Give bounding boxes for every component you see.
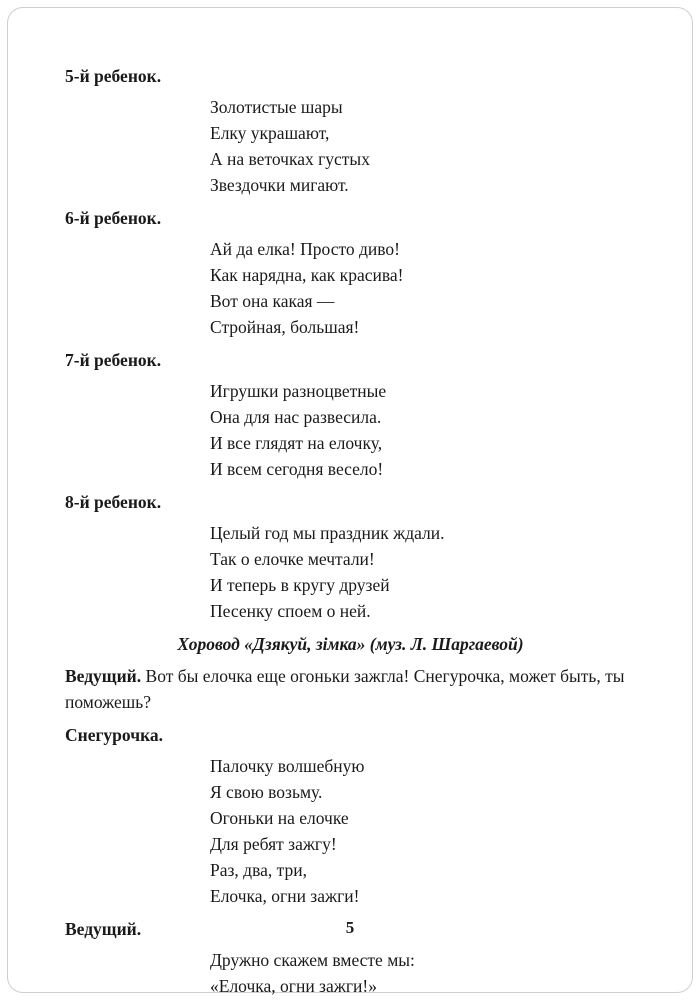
verse-child7 bbox=[210, 378, 636, 482]
verse-line: Палочку волшебную bbox=[210, 756, 365, 776]
verse-line: А на веточках густых bbox=[210, 149, 370, 169]
verse-line: Вот она какая — bbox=[210, 291, 335, 311]
verse-line: Стройная, большая! bbox=[210, 317, 360, 337]
verse-line: И теперь в кругу друзей bbox=[210, 575, 390, 595]
verse-line: Целый год мы праздник ждали. bbox=[210, 523, 445, 543]
speaker-label-host2: Ведущий. bbox=[65, 919, 142, 939]
verse-child8 bbox=[210, 520, 636, 624]
verse-line: Звездочки мигают. bbox=[210, 175, 349, 195]
verse-line: Ай да елка! Просто диво! bbox=[210, 239, 401, 259]
host-paragraph bbox=[65, 663, 636, 715]
verse-line: И всем сегодня весело! bbox=[210, 459, 384, 479]
speaker-label-child5: 5-й ребенок. bbox=[65, 66, 162, 86]
verse-snegurochka bbox=[210, 753, 636, 909]
verse-host2 bbox=[210, 947, 636, 999]
verse-line: Так о елочке мечтали! bbox=[210, 549, 375, 569]
verse-child6 bbox=[210, 236, 636, 340]
speaker-label-snegurochka: Снегурочка. bbox=[65, 725, 164, 745]
page-number: 5 bbox=[345, 918, 355, 937]
verse-line: Дружно скажем вместе мы: bbox=[210, 950, 415, 970]
verse-line: Игрушки разноцветные bbox=[210, 381, 387, 401]
speaker-label-child6: 6-й ребенок. bbox=[65, 208, 162, 228]
verse-child5 bbox=[210, 94, 636, 198]
verse-line: Золотистые шары bbox=[210, 97, 343, 117]
host-paragraph-text: Вот бы елочка еще огоньки зажгла! Снегурочка, может быть, ты поможешь? bbox=[65, 666, 625, 712]
speaker-label-host1: Ведущий. bbox=[65, 666, 142, 686]
verse-line: Она для нас развесила. bbox=[210, 407, 382, 427]
verse-line: И все глядят на елочку, bbox=[210, 433, 383, 453]
verse-line: Песенку споем о ней. bbox=[210, 601, 371, 621]
speaker-label-child8: 8-й ребенок. bbox=[65, 492, 162, 512]
verse-line: «Елочка, огни зажги!» bbox=[210, 976, 377, 996]
verse-line: Как нарядна, как красива! bbox=[210, 265, 404, 285]
verse-line: Я свою возьму. bbox=[210, 782, 323, 802]
verse-line: Елочка, огни зажги! bbox=[210, 886, 360, 906]
verse-line: Раз, два, три, bbox=[210, 860, 307, 880]
verse-line: Для ребят зажгу! bbox=[210, 834, 337, 854]
stage-direction: Хоровод «Дзякуй, зімка» (муз. Л. Шаргаевой) bbox=[177, 634, 524, 654]
verse-line: Огоньки на елочке bbox=[210, 808, 349, 828]
speaker-label-child7: 7-й ребенок. bbox=[65, 350, 162, 370]
verse-line: Елку украшают, bbox=[210, 123, 330, 143]
